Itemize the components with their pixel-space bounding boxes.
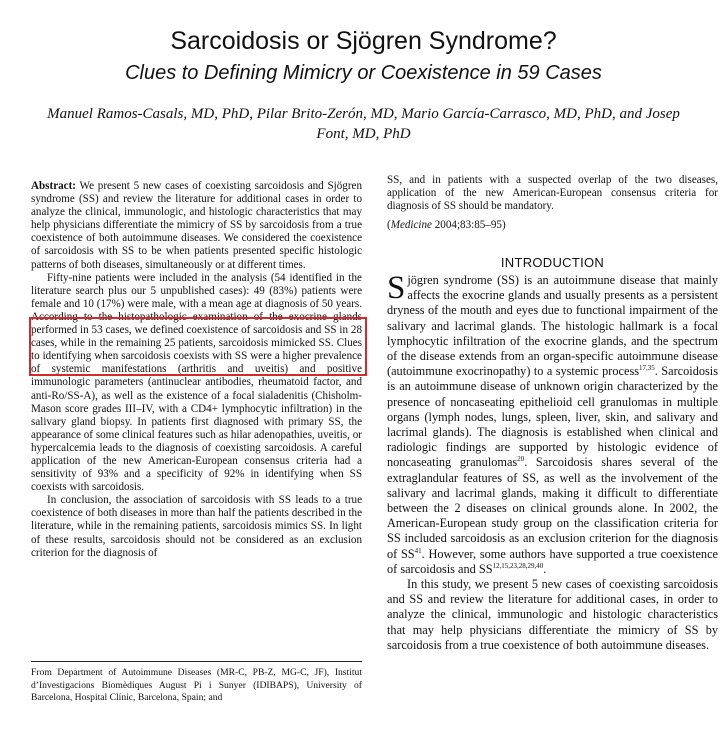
- abstract-label: Abstract:: [31, 180, 76, 192]
- citation: (Medicine 2004;83:85–95): [387, 219, 506, 232]
- reference-superscript: 41: [414, 546, 422, 555]
- abstract-paragraph-3: In conclusion, the association of sarcoidosis with SS leads to a true coexistence of both diseases in more than half the patients described in the literature, while in the remaining patients, sarcoidosis mimics SS. In light of these results, sarcoidosis should not be considered as an exclusion criterion for the diagnosis of: [31, 494, 362, 559]
- abstract-column: [31, 180, 362, 560]
- reference-superscript: 17,35: [639, 364, 655, 373]
- intro-text-c: . Sarcoidosis shares several of the extraglandular features of SS, as well as the involvement of the salivary and lacrimal glands, making it difficult to differentiate between the 2 diseases on clinical grounds alone. In 2002, the American-European study group on the classification criteria for SS included sarcoidosis as an exclusion criterion for the diagnosis of SS: [387, 455, 719, 561]
- affiliation-footnote: [31, 661, 362, 705]
- intro-text-a: jögren syndrome (SS) is an autoimmune disease that mainly affects the exocrine glands and usually presents as a persistent dryness of the mouth and eyes due to functional impairment of the salivary and lacrimal glands. The histologic hallmark is a focal lymphocytic infiltration of the exocrine glands, and the spectrum of the disease extends from an organ-specific autoimmune disease (autoimmune exocrinopathy) to a systemic process: [387, 273, 718, 379]
- article-subtitle: Clues to Defining Mimicry or Coexistence in 59 Cases: [125, 62, 602, 84]
- abstract-paragraph-1: [31, 180, 362, 272]
- citation-details: 2004;83:85–95): [431, 219, 506, 232]
- abstract-text-1: We present 5 new cases of coexisting sarcoidosis and Sjögren syndrome (SS) and review the literature for additional cases in order to analyze the clinical, immunologic, and histologic characteristics that may help physicians differentiate the mimicry of SS by sarcoidosis from a true coexistence of both autoimmune diseases. We considered the coexistence of sarcoidosis with SS to be when patients presented specific histologic patterns of both diseases, simultaneously or at different times.: [31, 180, 362, 271]
- intro-text-e: .: [543, 561, 547, 576]
- reference-superscript: 12,15,23,28,29,40: [492, 561, 544, 570]
- introduction-paragraph-2: In this study, we present 5 new cases of coexisting sarcoidosis and SS and review the literature for additional cases, in order to analyze the clinical, immunologic and histologic characteristics that may help physicians differentiate the mimicry of SS by sarcoidosis from a true coexistence of both autoimmune diseases.: [387, 577, 718, 652]
- abstract-continuation-text: SS, and in patients with a suspected overlap of the two diseases, application of the new American-European consensus criteria for diagnosis of SS should be mandatory.: [387, 174, 718, 213]
- article-title: Sarcoidosis or Sjögren Syndrome?: [170, 27, 557, 55]
- intro-text-d: . However, some authors have supported a true coexistence of sarcoidosis and SS: [387, 546, 718, 576]
- section-heading-introduction: INTRODUCTION: [500, 255, 605, 270]
- drop-cap: S: [387, 270, 406, 306]
- citation-journal: Medicine: [390, 219, 432, 232]
- introduction-paragraph-1: [387, 270, 719, 577]
- article-authors: Manuel Ramos-Casals, MD, PhD, Pilar Brito-Zerón, MD, Mario García-Carrasco, MD, PhD, and Josep Font, MD, PhD: [47, 106, 680, 142]
- abstract-paragraph-2: Fifty-nine patients were included in the analysis (54 identified in the literature search plus our 5 unpublished cases): 49 (83%) patients were female and 10 (17%) were male, with a mean age at diagnosis of 50 years. According to the histopathologic examination of the exocrine glands performed in 53 cases, we defined coexistence of sarcoidosis and SS in 28 cases, while in the remaining 25 patients, sarcoidosis mimicked SS. Clues to identifying when sarcoidosis coexists with SS were a higher prevalence of systemic manifestations (arthritis and uveitis) and positive immunologic parameters (antinuclear antibodies, rheumatoid factor, and anti-Ro/SS-A), as well as the existence of a focal sialadenitis (Chisholm-Mason score grades III–IV, with a CD4+ lymphocytic infiltration) in the salivary gland biopsy. In patients first diagnosed with primary SS, the appearance of some clinical features such as hilar adenopathies, uveitis, or hypercalcemia leads to the diagnosis of coexisting sarcoidosis. A careful application of the new American-European consensus criteria had a sensitivity of 93% and a specificity of 92% in identifying when SS coexists with sarcoidosis.: [31, 271, 362, 494]
- intro-text-b: . Sarcoidosis is an autoimmune disease of unknown origin characterized by the presence of noncaseating epithelioid cell granulomas in multiple organs (lymph nodes, lungs, spleen, liver, skin, and salivary and lacrimal glands). The diagnosis is established when clinical and radiologic findings are supported by histologic evidence of noncaseating granulomas: [387, 364, 718, 470]
- introduction-body: [387, 270, 719, 653]
- reference-superscript: 20: [517, 455, 525, 464]
- footnote-text: From Department of Autoimmune Diseases (MR-C, PB-Z, MG-C, JF), Institut d’Investigacions Biomèdiques August Pi i Sunyer (IDIBAPS), University of Barcelona, Hospital Clínic, Barcelona, Spain; and: [31, 667, 362, 704]
- abstract-continuation: [387, 174, 718, 232]
